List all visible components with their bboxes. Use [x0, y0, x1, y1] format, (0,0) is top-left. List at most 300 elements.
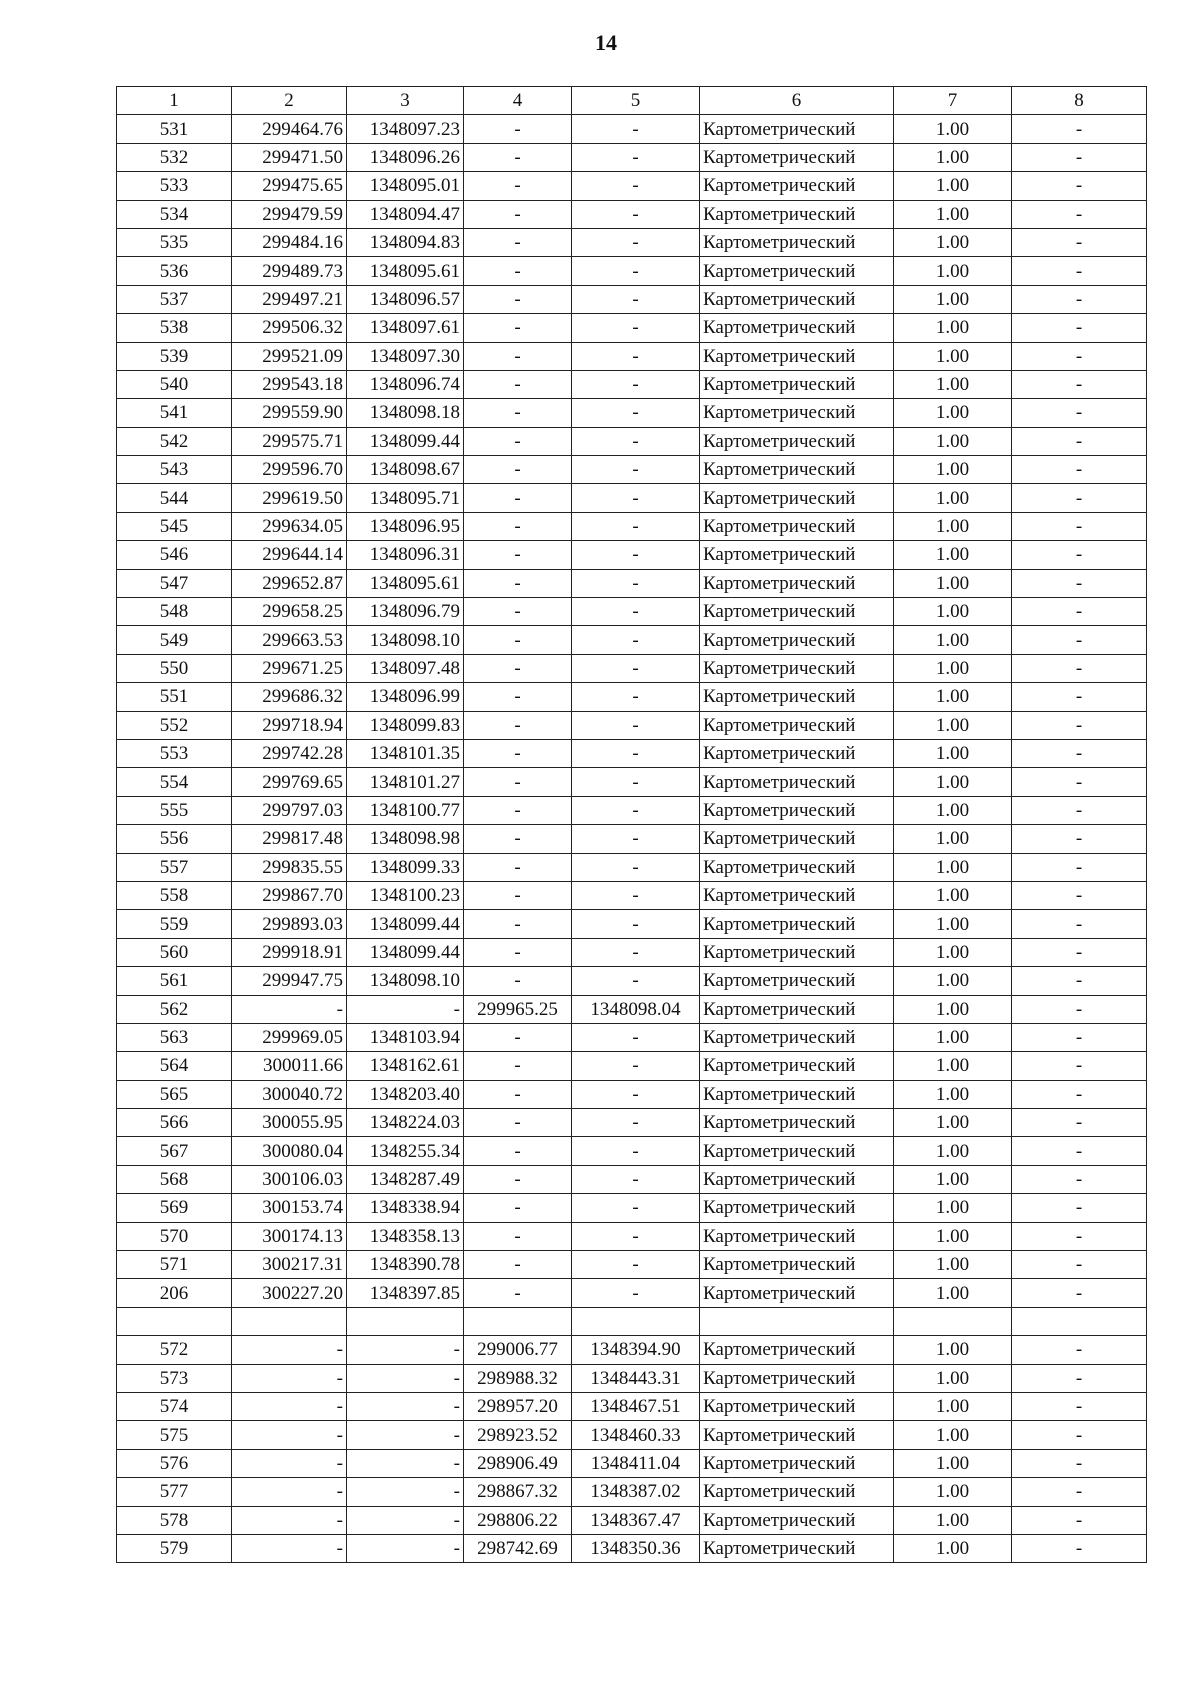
y-new-cell: 1348467.51: [572, 1392, 700, 1420]
description-cell: -: [1012, 1421, 1147, 1449]
y-coordinate-cell: 1348358.13: [347, 1222, 464, 1250]
accuracy-cell: 1.00: [894, 456, 1012, 484]
x-coordinate-cell: 300227.20: [232, 1279, 347, 1307]
x-coordinate-cell: 299464.76: [232, 115, 347, 143]
y-new-cell: 1348394.90: [572, 1336, 700, 1364]
method-cell: Картометрический: [700, 1222, 894, 1250]
point-number-cell: 206: [117, 1279, 232, 1307]
table-row: [117, 910, 1147, 938]
x-coordinate-cell: 300106.03: [232, 1165, 347, 1193]
method-cell: Картометрический: [700, 172, 894, 200]
x-new-cell: 299965.25: [464, 995, 572, 1023]
x-coordinate-cell: -: [232, 1421, 347, 1449]
description-cell: -: [1012, 1052, 1147, 1080]
table-row: [117, 370, 1147, 398]
y-new-cell: -: [572, 739, 700, 767]
y-new-cell: -: [572, 598, 700, 626]
x-new-cell: -: [464, 1023, 572, 1051]
point-number-cell: 571: [117, 1251, 232, 1279]
point-number-cell: 535: [117, 228, 232, 256]
point-number-cell: 531: [117, 115, 232, 143]
x-new-cell: -: [464, 172, 572, 200]
point-number-cell: 557: [117, 853, 232, 881]
accuracy-cell: 1.00: [894, 910, 1012, 938]
description-cell: -: [1012, 881, 1147, 909]
y-coordinate-cell: 1348096.99: [347, 683, 464, 711]
y-new-cell: -: [572, 314, 700, 342]
y-new-cell: -: [572, 1194, 700, 1222]
x-new-cell: -: [464, 825, 572, 853]
y-new-cell: -: [572, 285, 700, 313]
table-row: [117, 1449, 1147, 1477]
y-new-cell: -: [572, 796, 700, 824]
point-number-cell: 578: [117, 1506, 232, 1534]
accuracy-cell: 1.00: [894, 399, 1012, 427]
table-row: [117, 1336, 1147, 1364]
column-header: 2: [232, 87, 347, 115]
point-number-cell: 537: [117, 285, 232, 313]
y-coordinate-cell: -: [347, 1336, 464, 1364]
table-row: [117, 1194, 1147, 1222]
x-coordinate-cell: 299619.50: [232, 484, 347, 512]
table-body: [117, 115, 1147, 1563]
point-number-cell: 563: [117, 1023, 232, 1051]
y-coordinate-cell: -: [347, 1392, 464, 1420]
coordinates-table: [116, 86, 1147, 1563]
y-new-cell: -: [572, 143, 700, 171]
point-number-cell: 554: [117, 768, 232, 796]
x-new-cell: -: [464, 228, 572, 256]
y-coordinate-cell: 1348203.40: [347, 1080, 464, 1108]
y-new-cell: -: [572, 654, 700, 682]
description-cell: -: [1012, 314, 1147, 342]
description-cell: -: [1012, 1194, 1147, 1222]
y-new-cell: 1348098.04: [572, 995, 700, 1023]
method-cell: Картометрический: [700, 1023, 894, 1051]
accuracy-cell: 1.00: [894, 739, 1012, 767]
method-cell: Картометрический: [700, 115, 894, 143]
table-row: [117, 1279, 1147, 1307]
method-cell: Картометрический: [700, 853, 894, 881]
column-header: 5: [572, 87, 700, 115]
y-new-cell: -: [572, 1109, 700, 1137]
x-coordinate-cell: 299497.21: [232, 285, 347, 313]
table-row: [117, 257, 1147, 285]
point-number-cell: 539: [117, 342, 232, 370]
y-coordinate-cell: -: [347, 1534, 464, 1562]
table-row: [117, 796, 1147, 824]
table-row: [117, 995, 1147, 1023]
x-new-cell: -: [464, 796, 572, 824]
method-cell: Картометрический: [700, 995, 894, 1023]
description-cell: -: [1012, 1364, 1147, 1392]
accuracy-cell: 1.00: [894, 115, 1012, 143]
x-new-cell: [464, 1307, 572, 1335]
point-number-cell: 577: [117, 1478, 232, 1506]
method-cell: Картометрический: [700, 484, 894, 512]
description-cell: -: [1012, 484, 1147, 512]
x-coordinate-cell: 299471.50: [232, 143, 347, 171]
y-coordinate-cell: -: [347, 1421, 464, 1449]
table-row: [117, 626, 1147, 654]
method-cell: Картометрический: [700, 257, 894, 285]
point-number-cell: 567: [117, 1137, 232, 1165]
method-cell: Картометрический: [700, 1534, 894, 1562]
method-cell: Картометрический: [700, 1421, 894, 1449]
x-new-cell: -: [464, 285, 572, 313]
y-coordinate-cell: 1348255.34: [347, 1137, 464, 1165]
accuracy-cell: 1.00: [894, 569, 1012, 597]
method-cell: Картометрический: [700, 1080, 894, 1108]
x-coordinate-cell: 300055.95: [232, 1109, 347, 1137]
point-number-cell: 575: [117, 1421, 232, 1449]
method-cell: Картометрический: [700, 1506, 894, 1534]
y-coordinate-cell: 1348096.31: [347, 541, 464, 569]
x-new-cell: -: [464, 711, 572, 739]
y-new-cell: -: [572, 1279, 700, 1307]
description-cell: -: [1012, 172, 1147, 200]
accuracy-cell: 1.00: [894, 1478, 1012, 1506]
accuracy-cell: 1.00: [894, 1506, 1012, 1534]
accuracy-cell: 1.00: [894, 370, 1012, 398]
y-new-cell: -: [572, 1080, 700, 1108]
y-new-cell: -: [572, 399, 700, 427]
x-new-cell: -: [464, 1165, 572, 1193]
x-new-cell: -: [464, 598, 572, 626]
y-coordinate-cell: -: [347, 995, 464, 1023]
x-new-cell: -: [464, 342, 572, 370]
method-cell: Картометрический: [700, 228, 894, 256]
point-number-cell: 544: [117, 484, 232, 512]
accuracy-cell: 1.00: [894, 1279, 1012, 1307]
y-new-cell: -: [572, 1023, 700, 1051]
table-row: [117, 1478, 1147, 1506]
y-coordinate-cell: 1348097.23: [347, 115, 464, 143]
y-new-cell: -: [572, 115, 700, 143]
method-cell: Картометрический: [700, 910, 894, 938]
y-coordinate-cell: 1348094.83: [347, 228, 464, 256]
y-coordinate-cell: 1348338.94: [347, 1194, 464, 1222]
accuracy-cell: 1.00: [894, 683, 1012, 711]
accuracy-cell: 1.00: [894, 938, 1012, 966]
x-coordinate-cell: -: [232, 1392, 347, 1420]
x-new-cell: -: [464, 967, 572, 995]
y-new-cell: -: [572, 768, 700, 796]
point-number-cell: [117, 1307, 232, 1335]
x-new-cell: -: [464, 541, 572, 569]
x-coordinate-cell: 299634.05: [232, 512, 347, 540]
y-coordinate-cell: 1348096.57: [347, 285, 464, 313]
accuracy-cell: 1.00: [894, 598, 1012, 626]
y-coordinate-cell: 1348099.44: [347, 910, 464, 938]
method-cell: [700, 1307, 894, 1335]
table-row: [117, 711, 1147, 739]
x-coordinate-cell: -: [232, 1364, 347, 1392]
y-coordinate-cell: 1348099.83: [347, 711, 464, 739]
y-coordinate-cell: 1348095.01: [347, 172, 464, 200]
table-row: [117, 200, 1147, 228]
y-new-cell: -: [572, 626, 700, 654]
accuracy-cell: 1.00: [894, 541, 1012, 569]
x-coordinate-cell: [232, 1307, 347, 1335]
y-coordinate-cell: 1348099.44: [347, 938, 464, 966]
y-new-cell: -: [572, 342, 700, 370]
method-cell: Картометрический: [700, 1251, 894, 1279]
y-new-cell: -: [572, 825, 700, 853]
y-coordinate-cell: 1348287.49: [347, 1165, 464, 1193]
table-row: [117, 342, 1147, 370]
table-row: [117, 768, 1147, 796]
accuracy-cell: 1.00: [894, 314, 1012, 342]
x-coordinate-cell: 300174.13: [232, 1222, 347, 1250]
accuracy-cell: 1.00: [894, 342, 1012, 370]
description-cell: -: [1012, 143, 1147, 171]
table-row: [117, 1222, 1147, 1250]
y-coordinate-cell: 1348098.18: [347, 399, 464, 427]
description-cell: -: [1012, 910, 1147, 938]
y-new-cell: -: [572, 938, 700, 966]
x-coordinate-cell: 299479.59: [232, 200, 347, 228]
description-cell: -: [1012, 1506, 1147, 1534]
table-row: [117, 1251, 1147, 1279]
x-coordinate-cell: 299969.05: [232, 1023, 347, 1051]
method-cell: Картометрический: [700, 598, 894, 626]
accuracy-cell: 1.00: [894, 1336, 1012, 1364]
table-row: [117, 484, 1147, 512]
accuracy-cell: 1.00: [894, 257, 1012, 285]
table-row: [117, 1421, 1147, 1449]
y-new-cell: -: [572, 172, 700, 200]
x-new-cell: -: [464, 200, 572, 228]
accuracy-cell: 1.00: [894, 228, 1012, 256]
y-new-cell: -: [572, 569, 700, 597]
x-coordinate-cell: 299559.90: [232, 399, 347, 427]
x-new-cell: -: [464, 484, 572, 512]
accuracy-cell: 1.00: [894, 1222, 1012, 1250]
method-cell: Картометрический: [700, 399, 894, 427]
description-cell: -: [1012, 1279, 1147, 1307]
x-new-cell: -: [464, 626, 572, 654]
table-row: [117, 1023, 1147, 1051]
y-coordinate-cell: 1348100.77: [347, 796, 464, 824]
table-row: [117, 143, 1147, 171]
description-cell: -: [1012, 1392, 1147, 1420]
point-number-cell: 558: [117, 881, 232, 909]
x-coordinate-cell: 299521.09: [232, 342, 347, 370]
y-coordinate-cell: 1348099.44: [347, 427, 464, 455]
accuracy-cell: 1.00: [894, 484, 1012, 512]
point-number-cell: 533: [117, 172, 232, 200]
x-new-cell: 298906.49: [464, 1449, 572, 1477]
x-new-cell: 298988.32: [464, 1364, 572, 1392]
accuracy-cell: 1.00: [894, 143, 1012, 171]
y-new-cell: -: [572, 967, 700, 995]
y-new-cell: -: [572, 711, 700, 739]
x-coordinate-cell: -: [232, 1336, 347, 1364]
y-new-cell: -: [572, 853, 700, 881]
point-number-cell: 546: [117, 541, 232, 569]
method-cell: Картометрический: [700, 739, 894, 767]
y-coordinate-cell: 1348097.30: [347, 342, 464, 370]
point-number-cell: 545: [117, 512, 232, 540]
y-new-cell: -: [572, 910, 700, 938]
x-coordinate-cell: 299742.28: [232, 739, 347, 767]
description-cell: -: [1012, 1023, 1147, 1051]
x-coordinate-cell: 300040.72: [232, 1080, 347, 1108]
x-coordinate-cell: 299663.53: [232, 626, 347, 654]
x-new-cell: 298957.20: [464, 1392, 572, 1420]
y-new-cell: -: [572, 881, 700, 909]
table-row: [117, 115, 1147, 143]
description-cell: -: [1012, 1109, 1147, 1137]
point-number-cell: 559: [117, 910, 232, 938]
table-header-row: [117, 87, 1147, 115]
x-coordinate-cell: 299644.14: [232, 541, 347, 569]
point-number-cell: 565: [117, 1080, 232, 1108]
description-cell: -: [1012, 1534, 1147, 1562]
x-coordinate-cell: 299769.65: [232, 768, 347, 796]
x-new-cell: -: [464, 739, 572, 767]
table-row: [117, 399, 1147, 427]
x-coordinate-cell: -: [232, 1449, 347, 1477]
description-cell: -: [1012, 1449, 1147, 1477]
point-number-cell: 556: [117, 825, 232, 853]
point-number-cell: 564: [117, 1052, 232, 1080]
y-new-cell: 1348367.47: [572, 1506, 700, 1534]
point-number-cell: 555: [117, 796, 232, 824]
y-coordinate-cell: 1348101.27: [347, 768, 464, 796]
method-cell: Картометрический: [700, 541, 894, 569]
accuracy-cell: 1.00: [894, 796, 1012, 824]
x-coordinate-cell: -: [232, 1534, 347, 1562]
y-coordinate-cell: [347, 1307, 464, 1335]
point-number-cell: 534: [117, 200, 232, 228]
point-number-cell: 574: [117, 1392, 232, 1420]
y-new-cell: -: [572, 228, 700, 256]
point-number-cell: 549: [117, 626, 232, 654]
accuracy-cell: 1.00: [894, 1023, 1012, 1051]
column-header: 3: [347, 87, 464, 115]
point-number-cell: 550: [117, 654, 232, 682]
column-header: 4: [464, 87, 572, 115]
description-cell: -: [1012, 569, 1147, 597]
y-new-cell: -: [572, 541, 700, 569]
x-coordinate-cell: 299718.94: [232, 711, 347, 739]
method-cell: Картометрический: [700, 1109, 894, 1137]
x-coordinate-cell: 299484.16: [232, 228, 347, 256]
table-row: [117, 1052, 1147, 1080]
table-row: [117, 427, 1147, 455]
accuracy-cell: 1.00: [894, 1137, 1012, 1165]
x-coordinate-cell: 299575.71: [232, 427, 347, 455]
y-coordinate-cell: 1348099.33: [347, 853, 464, 881]
method-cell: Картометрический: [700, 427, 894, 455]
description-cell: -: [1012, 1165, 1147, 1193]
y-coordinate-cell: 1348096.79: [347, 598, 464, 626]
y-new-cell: -: [572, 683, 700, 711]
y-new-cell: -: [572, 1222, 700, 1250]
description-cell: -: [1012, 200, 1147, 228]
x-new-cell: -: [464, 399, 572, 427]
method-cell: Картометрический: [700, 881, 894, 909]
x-new-cell: -: [464, 654, 572, 682]
y-coordinate-cell: 1348096.95: [347, 512, 464, 540]
accuracy-cell: 1.00: [894, 768, 1012, 796]
x-coordinate-cell: 299658.25: [232, 598, 347, 626]
accuracy-cell: 1.00: [894, 654, 1012, 682]
point-number-cell: 560: [117, 938, 232, 966]
point-number-cell: 543: [117, 456, 232, 484]
method-cell: Картометрический: [700, 1478, 894, 1506]
method-cell: Картометрический: [700, 1449, 894, 1477]
x-new-cell: 299006.77: [464, 1336, 572, 1364]
description-cell: -: [1012, 1478, 1147, 1506]
accuracy-cell: [894, 1307, 1012, 1335]
method-cell: Картометрический: [700, 938, 894, 966]
point-number-cell: 576: [117, 1449, 232, 1477]
accuracy-cell: 1.00: [894, 1194, 1012, 1222]
table-row: [117, 1080, 1147, 1108]
y-coordinate-cell: 1348098.98: [347, 825, 464, 853]
point-number-cell: 542: [117, 427, 232, 455]
point-number-cell: 573: [117, 1364, 232, 1392]
y-coordinate-cell: 1348098.10: [347, 967, 464, 995]
x-coordinate-cell: 299686.32: [232, 683, 347, 711]
x-new-cell: -: [464, 314, 572, 342]
description-cell: -: [1012, 683, 1147, 711]
accuracy-cell: 1.00: [894, 825, 1012, 853]
point-number-cell: 538: [117, 314, 232, 342]
column-header: 7: [894, 87, 1012, 115]
y-coordinate-cell: 1348103.94: [347, 1023, 464, 1051]
accuracy-cell: 1.00: [894, 967, 1012, 995]
point-number-cell: 568: [117, 1165, 232, 1193]
x-new-cell: -: [464, 881, 572, 909]
y-new-cell: -: [572, 200, 700, 228]
y-coordinate-cell: 1348097.48: [347, 654, 464, 682]
y-coordinate-cell: 1348397.85: [347, 1279, 464, 1307]
method-cell: Картометрический: [700, 1165, 894, 1193]
table-row: [117, 938, 1147, 966]
accuracy-cell: 1.00: [894, 1364, 1012, 1392]
accuracy-cell: 1.00: [894, 512, 1012, 540]
method-cell: Картометрический: [700, 1279, 894, 1307]
y-new-cell: 1348411.04: [572, 1449, 700, 1477]
x-new-cell: -: [464, 1251, 572, 1279]
table-row: [117, 569, 1147, 597]
accuracy-cell: 1.00: [894, 881, 1012, 909]
y-new-cell: [572, 1307, 700, 1335]
table-row: [117, 598, 1147, 626]
y-new-cell: -: [572, 1251, 700, 1279]
x-coordinate-cell: 300080.04: [232, 1137, 347, 1165]
table-row: [117, 1109, 1147, 1137]
description-cell: -: [1012, 370, 1147, 398]
method-cell: Картометрический: [700, 456, 894, 484]
y-coordinate-cell: 1348390.78: [347, 1251, 464, 1279]
accuracy-cell: 1.00: [894, 1080, 1012, 1108]
point-number-cell: 547: [117, 569, 232, 597]
method-cell: Картометрический: [700, 1194, 894, 1222]
method-cell: Картометрический: [700, 314, 894, 342]
description-cell: -: [1012, 796, 1147, 824]
y-coordinate-cell: -: [347, 1364, 464, 1392]
method-cell: Картометрический: [700, 285, 894, 313]
description-cell: -: [1012, 967, 1147, 995]
description-cell: -: [1012, 1336, 1147, 1364]
x-new-cell: -: [464, 1052, 572, 1080]
point-number-cell: 569: [117, 1194, 232, 1222]
